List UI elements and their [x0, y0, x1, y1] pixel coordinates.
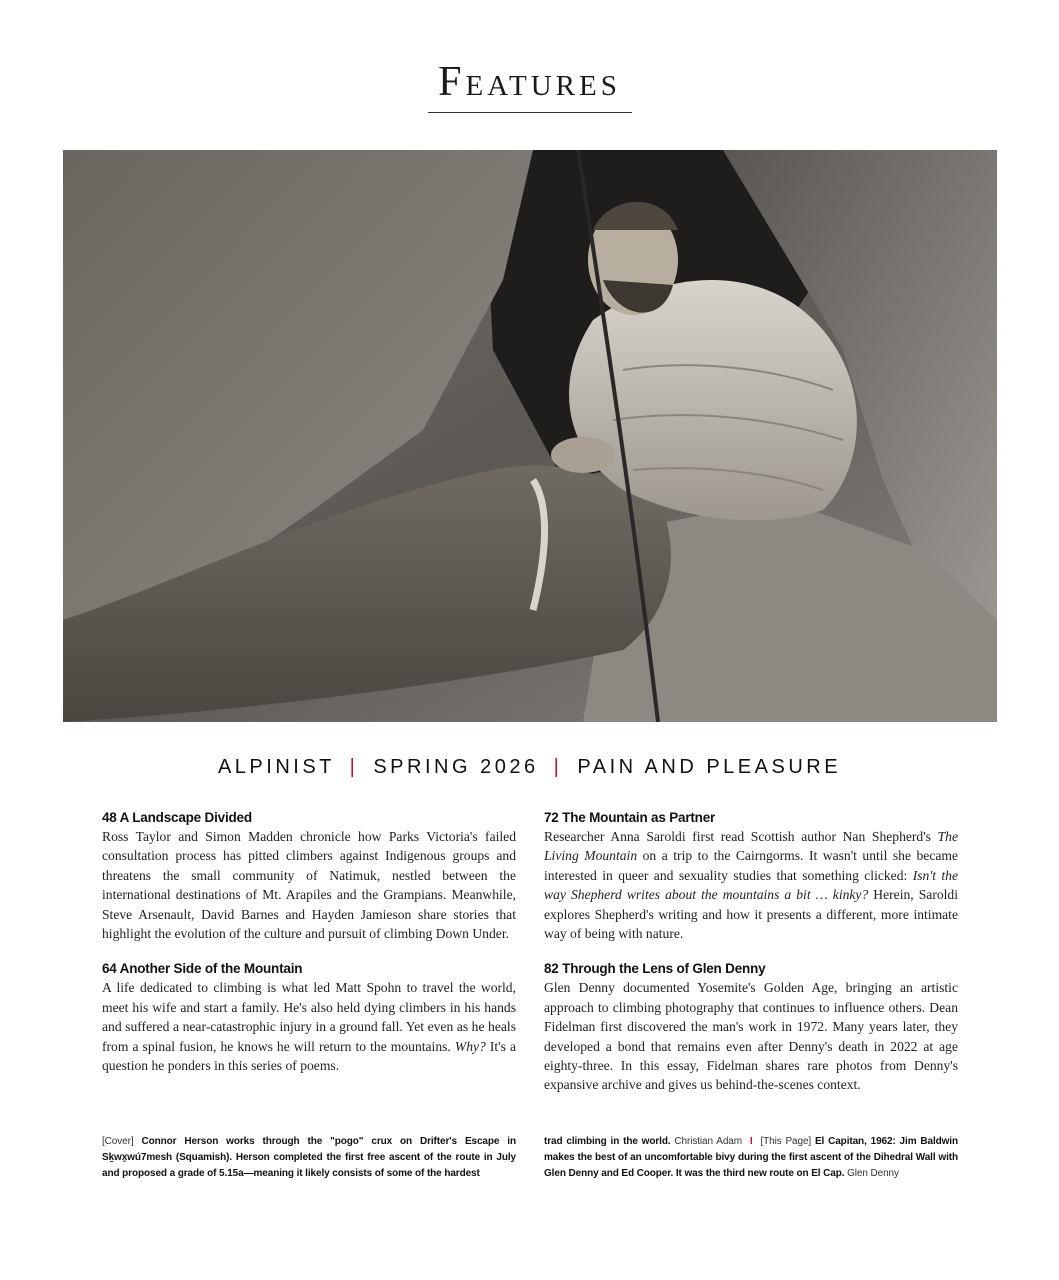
masthead-separator: |: [553, 756, 563, 778]
climber-bivy-photo-icon: [63, 150, 997, 722]
article-body: [544, 827, 958, 943]
article-82: [544, 961, 958, 1094]
cover-caption: [102, 1134, 516, 1182]
article-body-text: Herein, Saroldi explores Shepherd's writing and how it presents a different, more intimate way of being with nature.: [544, 887, 958, 942]
article-body: Glen Denny documented Yosemite's Golden Age, bringing an artistic approach to climbing photography that continues to influence others. Dean Fidelman first discovered the man's work in 1972. Many years later, they developed a bond that remains even after Denny's death in 2022 at age eighty-three. In this essay, Fidelman shares rare photos from Denny's expansive archive and gives us behind-the-scenes context.: [544, 980, 958, 1093]
right-column: [544, 810, 958, 1113]
article-heading[interactable]: 82 Through the Lens of Glen Denny: [544, 961, 766, 977]
caption-tag: [Cover]: [102, 1136, 134, 1147]
masthead-issue: SPRING 2026: [373, 756, 539, 778]
masthead-publication: ALPINIST: [217, 756, 335, 778]
caption-divider: I: [749, 1136, 753, 1147]
article-64: [102, 961, 516, 1075]
article-body-emphasis: Isn't the way Shepherd writes about the mountains a bit … kinky?: [544, 867, 959, 903]
caption-text: trad climbing in the world.: [544, 1136, 671, 1147]
page-title: Features: [438, 59, 621, 105]
masthead-theme: PAIN AND PLEASURE: [577, 756, 842, 778]
article-body-text: A life dedicated to climbing is what led Matt Spohn to travel the world, meet his wife and start a family. He's also held dying climbers in his hands and suffered a near-catastrophic injury in a ground fall. Yet even as he heals from a spinal fusion, he knows he will return to the mountains.: [102, 980, 516, 1054]
caption-tag: [This Page]: [760, 1136, 812, 1147]
caption-text: El Capitan, 1962: Jim Baldwin makes the best of an uncomfortable bivy during the first ascent of the Dihedral Wall with Glen Denny and Ed Cooper. It was the third new route on El Cap.: [544, 1136, 958, 1179]
article-body-emphasis: Why?: [454, 1038, 486, 1054]
article-body-text: It's a question he ponders in this series of poems.: [102, 1038, 517, 1074]
masthead: [0, 756, 1059, 779]
masthead-separator: |: [349, 756, 359, 778]
article-body: Ross Taylor and Simon Madden chronicle how Parks Victoria's failed consultation process has pitted climbers against Indigenous groups and threatens the small community of Natimuk, nestled between the international destinations of Mt. Arapiles and the Grampians. Meanwhile, Steve Arsenault, David Barnes and Hayden Jamieson share stories that highlight the evolution of the culture and pursuit of climbing Down Under.: [102, 829, 516, 942]
feature-photo: [63, 150, 997, 722]
caption-credit: Glen Denny: [847, 1168, 899, 1179]
title-underline: [428, 112, 632, 113]
left-column: [102, 810, 516, 1093]
caption-credit: Christian Adam: [674, 1136, 742, 1147]
article-body-emphasis: The Living Mountain: [544, 829, 958, 864]
article-72: [544, 810, 958, 943]
article-48: [102, 810, 516, 943]
article-body: [102, 978, 516, 1075]
article-heading[interactable]: 72 The Mountain as Partner: [544, 810, 716, 825]
article-body-text: on a trip to the Cairngorms. It wasn't until she became interested in queer and sexuality studies that something clicked:: [544, 848, 958, 883]
article-heading[interactable]: 64 Another Side of the Mountain: [102, 961, 303, 977]
caption-text: Connor Herson works through the "pogo" crux on Drifter's Escape in Sḵwx̱wú7mesh (Squamish). Herson completed the first free ascent of the route in July and proposed a grade of 5.15a—meaning it likely consists of some of the hardest: [102, 1136, 516, 1179]
page-caption: [544, 1134, 958, 1182]
article-body-text: Researcher Anna Saroldi first read Scottish author Nan Shepherd's: [544, 829, 938, 844]
article-heading[interactable]: 48 A Landscape Divided: [102, 810, 252, 825]
